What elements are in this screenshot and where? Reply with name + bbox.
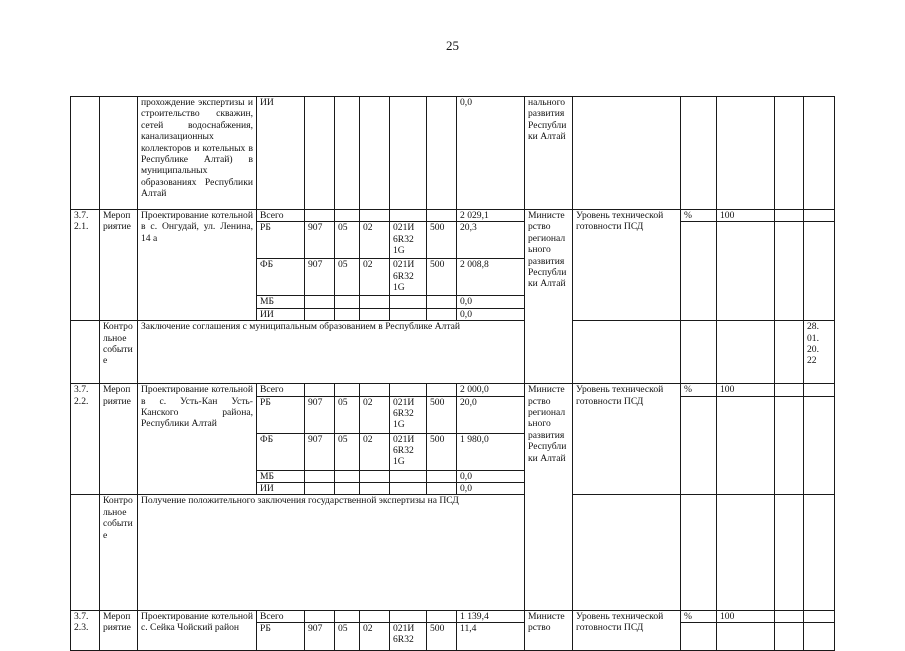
- indicator-cell: Уровень технической готовности ПСД: [573, 610, 681, 650]
- funding-source-cell: ИИ: [257, 483, 305, 495]
- control-event-text: Заключение соглашения с муниципальным образованием в Республике Алтай: [138, 321, 525, 384]
- table-row: [71, 321, 835, 384]
- control-event-date: 28. 01. 20. 22: [804, 321, 835, 384]
- funding-source-cell: РБ: [257, 222, 305, 259]
- activity-name-cell: Проектирование котельной в с. Усть-Кан Усть-Канского района, Республики Алтай: [138, 384, 257, 495]
- funding-source-cell: РБ: [257, 396, 305, 433]
- activity-name-cell: прохождение экспертизы и строительство скважин, сетей водоснабжения, канализационных коллекторов и котельных в Республике Алтай) в муниципальных образованиях Республики Алтай: [138, 97, 257, 210]
- funding-source-cell: Всего: [257, 210, 305, 222]
- control-event-label: Контрольное событие: [100, 495, 138, 610]
- amount-cell: 20,3: [457, 222, 525, 259]
- number-cell: [71, 495, 100, 610]
- table-row: ФБ 907 05 02 021И 6R32 1G 500 1 980,0: [71, 433, 835, 470]
- indicator-cell: Уровень технической готовности ПСД: [573, 384, 681, 495]
- number-cell: 3.7. 2.1.: [71, 210, 100, 321]
- funding-source-cell: ФБ: [257, 433, 305, 470]
- amount-cell: 2 000,0: [457, 384, 525, 396]
- target-cell: 100: [717, 210, 775, 222]
- responsible-cell: Министерство: [525, 610, 573, 650]
- responsible-cell: нального развития Республики Алтай: [525, 97, 573, 210]
- amount-cell: 0,0: [457, 296, 525, 308]
- number-cell: [71, 321, 100, 384]
- kind-cell: [100, 97, 138, 210]
- target-cell: 100: [717, 610, 775, 622]
- amount-cell: 1 980,0: [457, 433, 525, 470]
- number-cell: 3.7. 2.2.: [71, 384, 100, 495]
- funding-source-cell: РБ: [257, 622, 305, 650]
- funding-source-cell: ФБ: [257, 259, 305, 296]
- target-cell: 100: [717, 384, 775, 396]
- unit-cell: %: [681, 384, 717, 396]
- amount-cell: 2 029,1: [457, 210, 525, 222]
- unit-cell: %: [681, 210, 717, 222]
- table-row: [71, 384, 835, 396]
- amount-cell: 0,0: [457, 308, 525, 320]
- unit-cell: %: [681, 610, 717, 622]
- table-row: РБ 907 05 02 021И 6R32 1G 500 20,3: [71, 222, 835, 259]
- activity-name-cell: Проектирование котельной с. Сейка Чойский район: [138, 610, 257, 650]
- amount-cell: 1 139,4: [457, 610, 525, 622]
- table-row: [71, 610, 835, 622]
- kind-cell: Мероприятие: [100, 210, 138, 321]
- funding-source-cell: ИИ: [257, 97, 305, 210]
- amount-cell: 0,0: [457, 97, 525, 210]
- number-cell: [71, 97, 100, 210]
- program-activities-table: [70, 96, 835, 651]
- table-row: ФБ 907 05 02 021И 6R32 1G 500 2 008,8: [71, 259, 835, 296]
- amount-cell: 0,0: [457, 470, 525, 482]
- control-event-label: Контрольное событие: [100, 321, 138, 384]
- table-row: РБ 907 05 02 021И 6R32 1G 500 20,0: [71, 396, 835, 433]
- funding-source-cell: МБ: [257, 470, 305, 482]
- amount-cell: 0,0: [457, 483, 525, 495]
- funding-source-cell: Всего: [257, 384, 305, 396]
- responsible-cell: Министерство регионального развития Республики Алтай: [525, 210, 573, 384]
- page-number: 25: [446, 38, 459, 53]
- table-row: [71, 97, 835, 210]
- number-cell: 3.7. 2.3.: [71, 610, 100, 650]
- responsible-cell: Министерство регионального развития Республики Алтай: [525, 384, 573, 610]
- amount-cell: 11,4: [457, 622, 525, 650]
- funding-source-cell: Всего: [257, 610, 305, 622]
- funding-source-cell: ИИ: [257, 308, 305, 320]
- activity-name-cell: Проектирование котельной в с. Онгудай, ул. Ленина, 14 а: [138, 210, 257, 321]
- kind-cell: Мероприятие: [100, 610, 138, 650]
- table-row: РБ 907 05 02 021И 6R32 500 11,4: [71, 622, 835, 650]
- indicator-cell: Уровень технической готовности ПСД: [573, 210, 681, 321]
- kind-cell: Мероприятие: [100, 384, 138, 495]
- amount-cell: 2 008,8: [457, 259, 525, 296]
- table-row: [71, 495, 835, 610]
- amount-cell: 20,0: [457, 396, 525, 433]
- table-row: [71, 210, 835, 222]
- control-event-text: Получение положительного заключения государственной экспертизы на ПСД: [138, 495, 525, 610]
- funding-source-cell: МБ: [257, 296, 305, 308]
